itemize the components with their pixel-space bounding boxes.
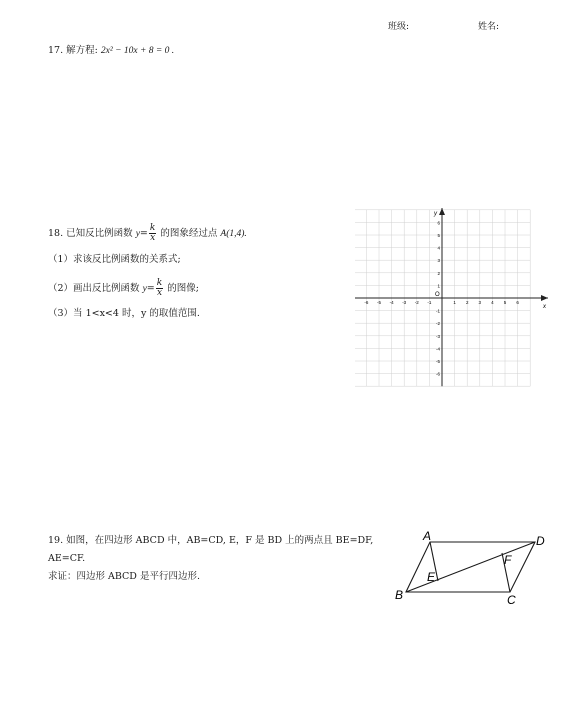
grid-axes [355,208,548,386]
y-tick-label: -6 [435,371,440,377]
fraction-denominator: x [150,233,156,243]
point-a: A(1,4). [220,229,247,239]
question-19-line1 [48,534,373,547]
x-axis-label: x [543,304,546,310]
x-tick-label: -3 [402,300,407,305]
question-17 [48,44,174,58]
question-19-line2: AE=CF. [48,553,86,564]
x-tick-label: 4 [491,300,494,305]
question-17-equation: 2x² − 10x + 8 = 0 . [100,46,175,56]
fn-eq: = [139,228,148,239]
question-18-number: 18. [48,228,64,239]
question-18-intro-after: 的图象经过点 [160,228,218,239]
x-tick-label: 3 [478,300,482,305]
x-tick-label: -6 [364,300,369,305]
y-tick-label: 4 [437,245,440,251]
label-a: A [423,529,432,543]
question-18-part3: （3）当 1<x<4 时，y 的取值范围. [48,308,200,319]
y-tick-label: -2 [435,321,440,327]
fraction2-numerator: k [156,278,163,288]
label-f: F [504,553,512,567]
x-tick-label: -1 [427,300,432,305]
y-tick-label: -4 [435,346,440,352]
fraction2-denominator: x [156,288,163,298]
question-18-part2-before: （2）画出反比例函数 [48,283,140,294]
y-tick-label: 1 [437,283,440,289]
question-18-part2 [48,279,199,298]
x-axis-arrow [541,295,548,301]
question-17-text: 解方程: [66,45,98,56]
class-label: 班级: [388,22,410,32]
origin-label: O [435,292,440,298]
x-tick-label: 5 [503,300,507,305]
fraction2-k-over-x [156,279,163,298]
fn2-eq: = [146,283,155,294]
y-tick-label: 2 [437,270,440,276]
label-d: D [536,534,545,548]
question-19-line3: 求证：四边形 ABCD 是平行四边形. [48,571,200,582]
label-c: C [507,593,516,607]
question-18-intro [48,224,247,243]
coordinate-grid [355,207,550,389]
question-18-part2-after: 的图像; [167,283,199,294]
fn2-y: y [142,284,147,294]
question-18-intro-before: 已知反比例函数 [66,228,133,239]
y-tick-label: -3 [435,333,440,339]
question-18-part1: （1）求该反比例函数的关系式; [48,254,181,265]
y-axis-label: y [434,211,437,217]
y-tick-label: 3 [437,258,440,264]
fn-y: y [135,229,140,239]
x-tick-label: 1 [453,300,456,305]
question-19-text1: 如图，在四边形 ABCD 中，AB=CD, E，F 是 BD 上的两点且 BE=DF, [66,535,374,546]
y-tick-label: -5 [435,359,440,364]
label-b: B [395,588,404,602]
question-19-number: 19. [48,535,64,546]
y-axis-arrow [439,208,445,215]
name-label: 姓名: [478,22,500,32]
x-tick-label: -2 [414,300,419,305]
y-tick-label: -1 [435,308,440,314]
question-17-number: 17. [48,45,64,56]
y-tick-label: 5 [437,233,440,238]
y-tick-label: 6 [437,220,440,226]
x-tick-label: -5 [376,300,382,305]
x-tick-label: 2 [465,300,469,305]
quadrilateral-figure [390,528,550,608]
x-tick-label: -4 [389,300,394,305]
x-tick-label: 6 [516,300,519,305]
fraction-k-over-x [149,224,156,243]
fraction-numerator: k [149,223,156,233]
diagonal-bd [406,542,535,592]
label-e: E [427,570,436,584]
